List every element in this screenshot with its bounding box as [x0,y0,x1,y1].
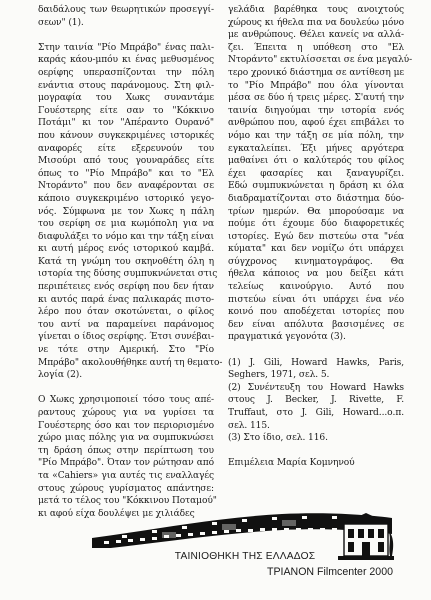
text-line: ταινία διηγούμαι την ιστορία ενός [228,105,404,116]
text-line: οερίφης υπερασπίζονται την πόλη [38,67,214,78]
text-line: σύγχρονος κινηματογράφος. Θα [228,256,404,267]
text-line: του αντί να παραμείνει παράνομος [38,319,214,330]
paragraph [228,4,413,344]
building-icon [338,510,394,560]
text-line: που κάνουν συγκεκριμένες ιστορικές [38,130,214,141]
text-line: γελάδια βαρέθηκα τους ανοιχτούς [228,5,404,15]
text-line: τρίων ημερών. Θα μπορούσαμε να [228,206,404,217]
text-line: διαδραματίζονται στο διάστημα δύο- [228,193,404,204]
text-line: μετά το τέλος του "Κόκκινου Ποταμού" [38,496,217,507]
paragraph [38,394,217,520]
text-line: με ανθρώπους. Θέλει κανείς να αλλά- [228,30,404,41]
text-line: νόμο και την τάξη σε μία πόλη, την [228,130,404,141]
text-line: γίνεται ο ίδιος σερίφης. Έτσι συνέβαι- [38,332,214,343]
text-line: μογραφία του Χωκς συναντάμε [38,93,214,104]
text-line: Ποτάμι" κι τον "Απέραντο Ουρανό" [38,118,214,129]
text-line: στους J. Becker, J. Rivette, F. [228,395,404,406]
text-line: ήθελα κάποιος να μου δείξει κάτι [228,269,404,280]
text-line: στους χώρους γυρίσματος απάντησε: [38,483,214,494]
text-line: λογία (2). [38,370,83,381]
text-line: κάποιο συγκεκριμένο ιστορικό γεγο- [38,193,214,204]
text-line: νός. Σύμφωνα με τον Χωκς η πάλη [38,206,214,217]
institution-name: ΤΑΙΝΙΟΘΗΚΗ ΤΗΣ ΕΛΛΑΔΟΣ [174,551,316,562]
text-line: Γουέστερης είτε σαν το "Κόκκινο [38,105,214,116]
paragraph [228,357,404,382]
text-line: πούμε ότι έχουμε δύο διαφορετικές [228,219,404,230]
text-line: τα «Cahiers» για αυτές τις εναλλαγές [38,470,214,481]
left-column [38,4,223,533]
paragraph [38,42,223,382]
right-column [228,4,413,483]
text-line: το "Ρίο Μπράβο" που όλα γίνονται [228,80,404,91]
text-line: μαθαίνει ότι ο καλύτερός του φίλος [228,156,404,167]
text-line: του σερίφη σε μια κωμόπολη για να [38,219,214,230]
text-line: (3) Στο ίδιο, σελ. 116. [228,433,328,444]
text-line: ανθρώπου που, αφού έχει επιβάλει το [228,118,404,129]
text-line: τερο χρονικό διάστημα σε αντίθεση με [228,67,404,78]
text-line: ραντους χώρους για να γυρίσει τα [38,408,214,418]
text-line: σελ. 115. [228,420,270,431]
text-line: ενάντια στους παράνομους. Στη φιλ- [38,80,214,91]
text-line: Seghers, 1971, σελ. 5. [228,370,330,381]
text-line: κοινό που αποδέχεται ιστορίες που [228,307,404,318]
text-line: Στην ταινία "Ρίο Μπράβο" ένας παλι- [38,42,214,53]
paragraph [228,432,404,445]
text-line: Γουέστερης όσο και τον περιορισμένο [38,420,214,431]
text-line: όπως το "Ρίο Μπράβο" και το "Ελ [38,168,214,179]
text-line: κι αυτός παρά ένας παλικαράς πιστο- [38,294,214,305]
text-line: διαφυλάξει το νόμο και την τάξη είναι [38,231,214,242]
text-line: σεων" (1). [38,17,84,28]
text-line: κύματα" και δεν νομίζω ότι υπάρχει [228,244,404,255]
text-line: (2) Συνέντευξη του Howard Hawks [228,382,404,393]
text-line: καράς κάου-μπόυ κι ένας μεθυσμένος [38,55,214,66]
text-line: νε τότε στην Αμερική. Στο "Ρίο [38,345,214,356]
text-line: Ο Χωκς χρησιμοποιεί τόσο τους απέ- [38,395,214,406]
text-line: δεν είναι απόλυτα βασισμένες σε [228,319,404,330]
event-name: ΤΡΙΑΝΟΝ Filmcenter 2000 [267,566,393,578]
text-line: έχει φασαρίες και ξαναγυρίζει. [228,168,404,179]
text-line: Κατά τη γνώμη του σκηνοθέτη όλη η [38,256,214,267]
text-line: Εδώ συμπυκνώνεται η δράση κι όλα [228,181,404,192]
text-line: Μπράβο" ακολουθήθηκε αυτή τη θεματο- [38,357,223,368]
paragraph [38,4,214,29]
footnotes [228,357,404,445]
text-line: ζει. Έπειτα η υπόθεση στο "Ελ [228,42,404,53]
text-line: πιστεύω είναι ότι υπάρχει ένα νέο [228,294,404,305]
text-line: ιστορίες. Εγώ δεν πιστεύω στα "νέα [228,231,404,242]
text-line: "Ρίο Μπράβο". Όταν τον ρώτησαν από [38,458,214,469]
text-line: λέρο που όταν σκοτώνεται, ο φίλος [38,307,214,318]
text-line: δαιδάλους των θεωρητικών προσεγγί- [38,5,214,15]
text-line: πραγματικά γεγονότα (3). [228,332,346,343]
text-line: χώρο μιας πόλης για να συμπυκνώσει [38,433,214,444]
text-line: Ντοράντο" εκτυλίσσεται σε ένα μεγαλύ- [228,55,413,66]
text-line: Μισούρι από τους γουναράδες είτε [38,156,214,167]
text-line: κι αυτή μέρος ενός ιστορικού καμβά. [38,244,214,255]
paragraph [228,382,404,432]
editor-credit: Επιμέλεια Μαρία Κομνηνού [228,458,355,469]
text-line: εγκαταλείπει. Έξι μήνες αργότερα [228,143,404,154]
text-line: χώρους κι ήθελα πια να δουλεύω μόνο [228,17,404,28]
text-line: τη δράση όπως στην περίπτωση του [38,445,214,456]
text-line: αναφορές είτε εξερευνούν του [38,143,214,154]
text-line: Truffaut, στο J. Gili, Howard...ο.π. [228,408,404,418]
text-line: μέσα σε δύο ή τρεις μέρες. Σ'αυτή την [228,93,404,104]
text-line: κι αφού είχα δουλέψει με χιλιάδες [38,508,195,519]
text-line: ιστορία της δύσης συμπυκνώνεται στις [38,269,218,280]
text-line: τελείως καινούργιο. Αυτό που [228,282,404,293]
text-line: (1) J. Gili, Howard Hawks, Paris, [228,357,404,368]
text-line: περιπέτειες ενός σερίφη που δεν ήταν [38,282,214,293]
text-line: Ντοράντο" που δεν αναφέρονται σε [38,181,214,192]
